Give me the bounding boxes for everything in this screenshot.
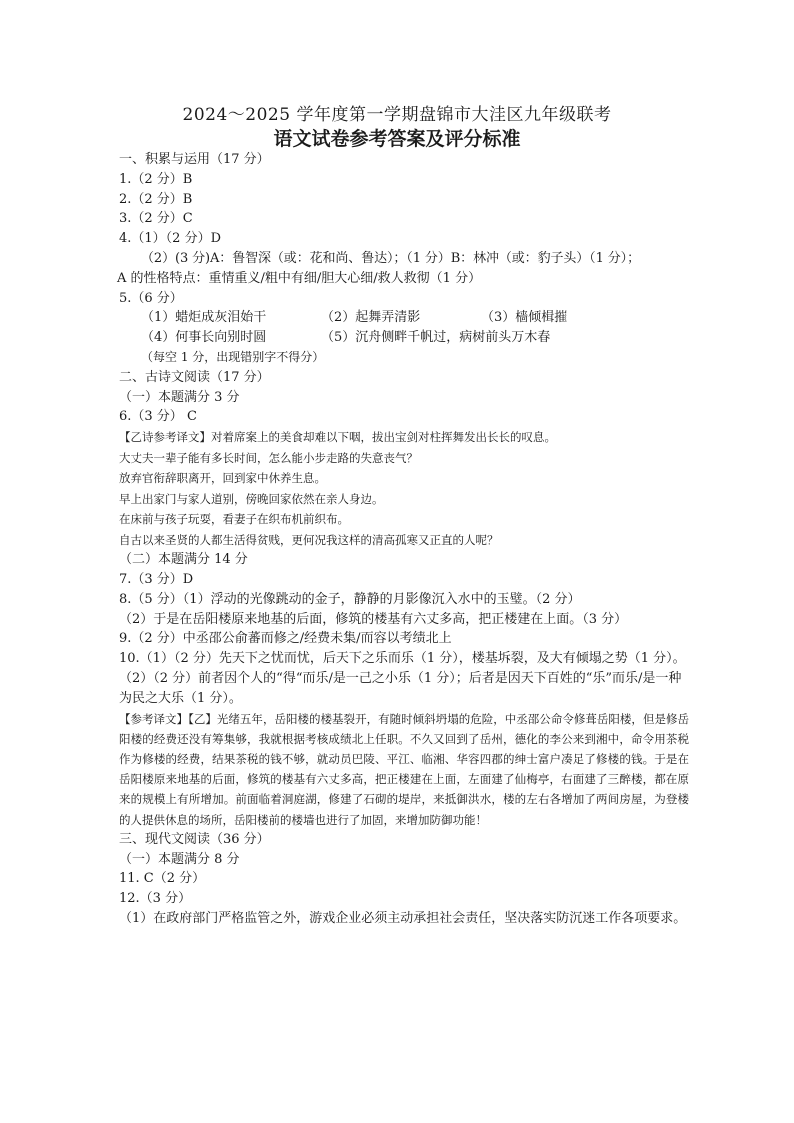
- answer-q10-part1: 10.（1）（2 分）先天下之忧而忧，后天下之乐而乐（1 分），楼基坼裂，及大有倾塌之势（1 分）。: [119, 651, 686, 667]
- prose-translation: 【参考译文】【乙】光绪五年，岳阳楼的楼基裂开，有随时倾斜坍塌的危险，中丞邵公命令修葺岳阳楼，但是修岳阳楼的经费还没有筹集够，我就根据考核成绩北上任职。不久又回到了岳州，德化的李公来到湘中，命令用茶税作为修楼的经费，结果茶税的钱不够，就动员巴陵、平江、临湘、华容四郡的绅士富户凑足了修楼的钱。于是在岳阳楼原来地基的后面，修筑的楼基有六丈多高，把正楼建在上面，左面建了仙梅亭，右面建了三醉楼，都在原来的规模上有所增加。前面临着洞庭湖，修建了石砌的堤岸，来抵御洪水，楼的左右各增加了两间房屋，为登楼的人提供休息的场所，岳阳楼前的楼墙也进行了加固，来增加防御功能！: [119, 711, 689, 827]
- q5-blank-1: （1）蜡炬成灰泪始干: [141, 310, 267, 326]
- answer-q4-part2: （2）(3 分)A：鲁智深（或：花和尚、鲁达）；（1 分）B：林冲（或：豹子头）（1 分）；: [141, 250, 640, 266]
- poem-line: 在床前与孩子玩耍，看妻子在织布机前织布。: [119, 512, 349, 527]
- answer-q4-trait: A 的性格特点：重情重义/粗中有细/胆大心细/救人救彻（1 分）: [117, 270, 482, 286]
- document-title: 2024～2025 学年度第一学期盘锦市大洼区九年级联考: [182, 105, 612, 125]
- subsection-2-2: （二）本题满分 14 分: [119, 552, 248, 568]
- q5-scoring-note: （每空 1 分，出现错别字不得分）: [141, 349, 325, 364]
- q5-row-1: [119, 308, 689, 328]
- section-heading-1: 一、积累与运用（17 分）: [119, 152, 270, 167]
- poem-line: 自古以来圣贤的人都生活得贫贱，更何况我这样的清高孤寒又正直的人呢？: [119, 532, 499, 547]
- answer-q6: 6.（3 分） C: [119, 409, 197, 425]
- answer-q2: 2.（2 分）B: [119, 191, 193, 207]
- section-heading-2: 二、古诗文阅读（17 分）: [119, 369, 270, 385]
- poem-line: 早上出家门与家人道别，傍晚回家依然在亲人身边。: [119, 491, 384, 506]
- answer-q1: 1.（2 分）B: [119, 171, 193, 187]
- answer-q5: 5.（6 分）: [119, 290, 183, 306]
- q5-blank-3: （3）樯倾楫摧: [481, 310, 568, 326]
- answer-q12: 12.（3 分）: [119, 891, 192, 907]
- answer-q11: 11. C（2 分）: [119, 871, 206, 887]
- answer-q3: 3.（2 分）C: [119, 211, 193, 227]
- poem-translation-title: 【乙诗参考译文】对着席案上的美食却难以下咽，拔出宝剑对柱挥舞发出长长的叹息。: [119, 430, 556, 445]
- answer-q7: 7.（3 分）D: [119, 571, 194, 587]
- q5-blank-4: （4）何事长向别时圆: [141, 330, 267, 346]
- answer-q9: 9.（2 分）中丞邵公俞蕃而修之/经费未集/而容以考绩北上: [119, 631, 452, 647]
- answer-q10-part2: （2）（2 分）前者因个人的“得“而乐/是一己之小乐（1 分）；后者是因天下百姓的“乐”而乐/是一种为民之大乐（1 分）。: [119, 670, 682, 706]
- answer-q4-part1: 4.（1）（2 分）D: [119, 231, 222, 247]
- subsection-2-1: （一）本题满分 3 分: [119, 389, 240, 405]
- poem-line: 放弃官衔辞职离开，回到家中休养生息。: [119, 471, 326, 486]
- document-subtitle: 语文试卷参考答案及评分标准: [273, 128, 521, 150]
- q5-row-2: [119, 328, 689, 348]
- document-body: [119, 150, 689, 929]
- answer-q8-part2: （2）于是在岳阳楼原来地基的后面，修筑的楼基有六丈多高，把正楼建在上面。（3 分）: [119, 611, 628, 627]
- answer-q8-part1: 8.（5 分）（1）浮动的光像跳动的金子，静静的月影像沉入水中的玉璧。（2 分）: [119, 591, 581, 607]
- subsection-3-1: （一）本题满分 8 分: [119, 851, 240, 867]
- q5-blank-5: （5）沉舟侧畔千帆过，病树前头万木春: [321, 330, 551, 346]
- section-heading-3: 三、现代文阅读（36 分）: [119, 831, 270, 847]
- answer-q12-part1: （1）在政府部门严格监管之外，游戏企业必须主动承担社会责任，坚决落实防沉迷工作各项要求。: [119, 910, 687, 926]
- poem-line: 大丈夫一辈子能有多长时间，怎么能小步走路的失意丧气？: [119, 450, 418, 465]
- q5-blank-2: （2）起舞弄清影: [321, 310, 421, 326]
